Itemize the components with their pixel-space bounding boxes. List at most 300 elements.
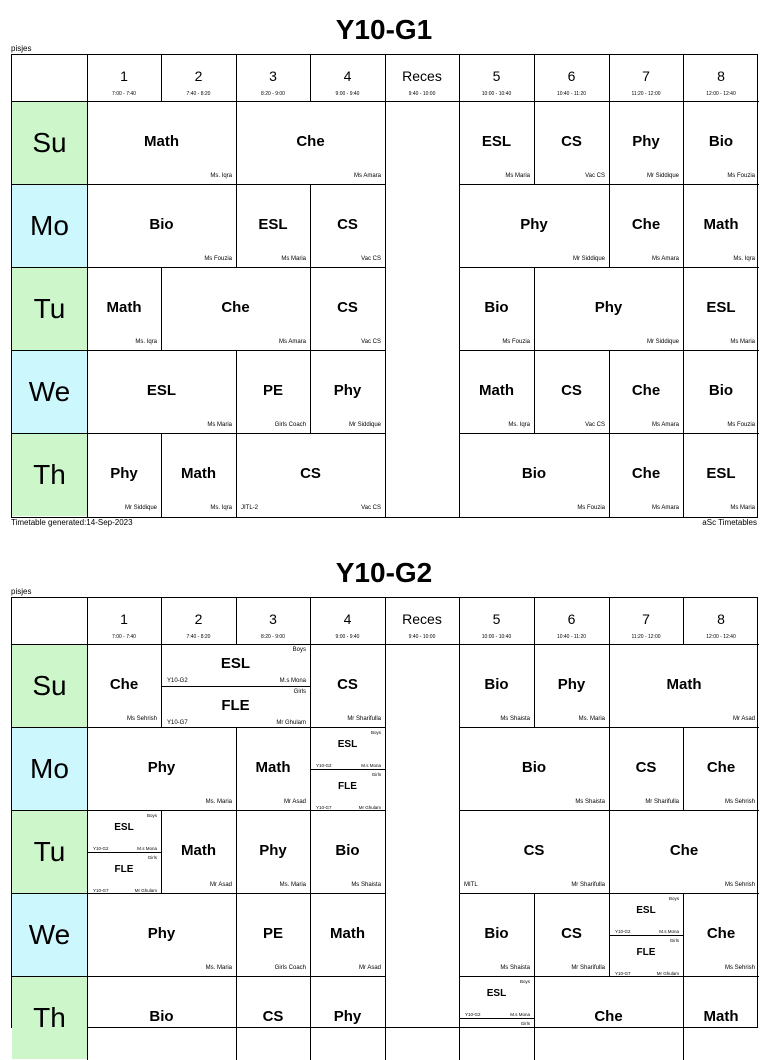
teacher-name: Ms Sehrish [724,799,755,805]
lesson-cell[interactable] [609,351,683,433]
teacher-name: Ms Fouzia [502,339,530,345]
subject-name: Phy [147,925,176,942]
subject-name: FLE [338,781,357,792]
lesson-cell[interactable] [161,434,236,516]
subject-name: Bio [708,382,734,399]
grid-line [683,598,684,644]
teacher-name: Ms Maria [505,173,530,179]
lesson-cell[interactable] [87,645,161,727]
teacher-name: Mr Sharifulla [571,882,605,888]
subject-name: Phy [520,216,548,233]
lesson-cell[interactable] [534,645,609,727]
grid-line [236,598,237,644]
subject-name: Bio [484,676,509,693]
period-number: 6 [567,68,576,84]
period-number: 6 [567,611,576,627]
room-code: JITL-2 [241,505,259,511]
grid-line [385,598,386,644]
teacher-name: Ms Fouzia [727,173,755,179]
lesson-cell[interactable] [609,645,759,727]
teacher-name: Mr Siddique [646,173,679,179]
day-label: Su [12,645,87,727]
lesson-cell[interactable] [87,185,236,267]
teacher-name: Ms Amara [278,339,306,345]
day-label: Mo [12,185,87,267]
grid-line [385,55,386,101]
teacher-name: Ms Fouzia [727,422,755,428]
teacher-name: Ms. Iqra [508,422,530,428]
subject-name: CS [337,216,358,233]
subject-name: ESL [114,822,134,833]
teacher-name: M.s Mona [279,678,306,684]
teacher-name: Ms Amara [651,505,679,511]
teacher-name: Mr Ghulam [656,971,679,976]
subject-name: FLE [221,697,250,714]
lesson-cell[interactable] [683,894,759,976]
period-header [310,55,385,101]
teacher-name: Mr Ghulam [358,805,381,810]
subject-name: Bio [149,216,174,233]
period-number: Reces [402,68,442,84]
period-time: 11:20 - 12:00 [631,634,661,640]
grid-line [683,55,684,101]
subject-name: CS [337,676,358,693]
teacher-name: Vac CS [585,173,605,179]
split-lesson[interactable] [609,894,683,935]
teacher-name: Mr Ghulam [276,720,306,726]
lesson-cell[interactable] [534,894,609,976]
school-name: pisjes [11,587,32,596]
lesson-cell[interactable] [459,102,534,184]
lesson-cell[interactable] [609,434,683,516]
grid-line [609,55,610,101]
grid-line [385,811,386,894]
period-header [683,55,759,101]
lesson-cell[interactable] [87,977,236,1059]
split-lesson[interactable] [161,687,310,728]
period-header [459,55,534,101]
period-number: 1 [120,611,128,627]
lesson-cell[interactable] [310,185,385,267]
teacher-name: Ms Fouzia [204,256,232,262]
lesson-cell[interactable] [459,185,609,267]
subject-name: ESL [337,739,358,750]
subject-name: ESL [636,905,656,916]
class-code: Y10-G2 [93,846,109,851]
subject-name: Math [255,759,291,776]
teacher-name: Ms. Iqra [135,339,157,345]
lesson-cell[interactable] [459,977,534,1059]
period-header [534,55,609,101]
lesson-cell[interactable] [534,102,609,184]
teacher-name: Vac CS [585,422,605,428]
subject-name: CS [561,925,582,942]
teacher-name: Girls Coach [274,965,306,971]
teacher-name: Mr Sharifulla [347,716,381,722]
subject-name: ESL [258,216,288,233]
grid-line [459,55,460,101]
teacher-name: Ms Sehrish [126,716,157,722]
lesson-cell[interactable] [310,728,385,810]
group-label: Girls [147,855,157,860]
split-lesson[interactable] [87,853,161,894]
grid-line [385,977,386,1060]
period-time: 7:40 - 8:20 [186,91,211,97]
teacher-name: Ms Amara [651,256,679,262]
period-number: 5 [492,611,501,627]
period-header [87,55,161,101]
subject-name: PE [262,382,283,399]
period-number: 2 [194,68,203,84]
lesson-cell[interactable] [236,102,385,184]
teacher-name: M.s Mona [361,763,381,768]
teacher-name: Mr Ghulam [134,888,157,893]
teacher-name: Mr Asad [358,965,381,971]
subject-name: Bio [149,1008,174,1025]
day-label: We [12,894,87,976]
period-number: 8 [717,611,725,627]
lesson-cell[interactable] [534,268,683,350]
subject-name: Math [479,382,514,399]
class-code: Y10-G7 [615,971,631,976]
lesson-cell[interactable] [236,351,310,433]
subject-name: Phy [333,382,362,399]
timetable-grid [11,597,758,1033]
lesson-cell[interactable] [459,728,609,810]
teacher-name: Mr Siddique [348,422,381,428]
subject-name: Phy [333,1008,362,1025]
period-header [236,55,310,101]
subject-name: Math [330,925,365,942]
teacher-name: Ms Fouzia [577,505,605,511]
lesson-cell[interactable] [236,434,385,516]
group-label: Girls [371,772,381,777]
subject-name: ESL [481,133,512,150]
generated-date: Timetable generated:14-Sep-2023 [11,518,133,527]
period-header [236,598,310,644]
teacher-name: Ms. Maria [279,882,306,888]
subject-name: Phy [147,759,176,776]
day-label: Tu [12,268,87,350]
lesson-cell[interactable] [87,894,236,976]
day-label: Su [12,102,87,184]
lesson-cell[interactable] [683,728,759,810]
day-label: Tu [12,811,87,893]
subject-name: ESL [706,299,736,316]
period-time: 8:20 - 9:00 [261,91,285,97]
teacher-name: Ms. Maria [578,716,605,722]
subject-name: Phy [110,465,138,482]
teacher-name: Ms. Iqra [210,505,232,511]
class-code: Y10-G2 [615,929,631,934]
group-label: Girls [293,689,306,695]
teacher-name: Ms. Maria [205,965,232,971]
teacher-name: Mr Asad [209,882,232,888]
lesson-cell[interactable] [310,811,385,893]
lesson-cell[interactable] [87,728,236,810]
lesson-cell[interactable] [683,185,759,267]
grid-line [310,55,311,101]
subject-name: Phy [557,676,586,693]
teacher-name: Ms Amara [353,173,381,179]
subject-name: FLE [114,864,134,875]
subject-name: Che [631,382,661,399]
period-time: 9:40 - 10:00 [408,634,436,640]
grid-line [87,55,88,101]
period-number: 7 [642,611,650,627]
teacher-name: Ms Maria [730,339,755,345]
lesson-cell[interactable] [236,728,310,810]
lesson-cell[interactable] [161,811,236,893]
period-time: 10:00 - 10:40 [481,634,512,640]
subject-name: Math [703,1008,739,1025]
teacher-name: Ms Sehrish [724,965,755,971]
subject-name: Math [144,133,179,150]
subject-name: ESL [220,655,251,672]
subject-name: Phy [632,133,660,150]
lesson-cell[interactable] [459,268,534,350]
split-lesson[interactable] [459,1019,534,1060]
grid-line [385,894,386,977]
day-label: Th [12,434,87,516]
group-label: Boys [519,979,530,984]
lesson-cell[interactable] [310,894,385,976]
split-lesson[interactable] [310,770,385,811]
lesson-cell[interactable] [609,728,683,810]
period-number: 1 [120,68,128,84]
subject-name: Che [296,133,325,150]
subject-name: CS [300,465,321,482]
lesson-cell[interactable] [161,645,310,727]
lesson-cell[interactable] [534,977,683,1059]
period-number: 3 [269,68,277,84]
teacher-name: Ms Shaista [500,716,530,722]
subject-name: FLE [636,947,656,958]
teacher-name: Ms. Iqra [733,256,755,262]
grid-line [87,852,161,853]
lesson-cell[interactable] [683,268,759,350]
period-number: 4 [343,68,352,84]
period-time: 7:00 - 7:40 [112,634,136,640]
split-lesson[interactable] [310,728,385,769]
subject-name: Che [631,465,661,482]
grid-line [310,769,385,770]
lesson-cell[interactable] [87,351,236,433]
split-lesson[interactable] [87,811,161,852]
period-header [87,598,161,644]
lesson-cell[interactable] [87,268,161,350]
subject-name: ESL [146,382,177,399]
subject-name: Che [706,759,736,776]
teacher-name: M.s Mona [510,1012,530,1017]
room-code: MITL [464,882,478,888]
lesson-cell[interactable] [236,811,310,893]
lesson-cell[interactable] [310,351,385,433]
lesson-cell[interactable] [683,102,759,184]
period-header [609,598,683,644]
period-number: 5 [492,68,501,84]
grid-line [161,55,162,101]
group-label: Girls [669,938,679,943]
teacher-name: M.s Mona [659,929,679,934]
period-time: 9:40 - 10:00 [408,91,436,97]
subject-name: Bio [484,299,509,316]
class-code: Y10-G2 [316,763,332,768]
teacher-name: Mr Sharifulla [571,965,605,971]
lesson-cell[interactable] [161,268,310,350]
subject-name: Che [706,925,736,942]
subject-name: Phy [259,842,287,859]
subject-name: ESL [706,465,736,482]
subject-name: Math [703,216,739,233]
grid-line [534,598,535,644]
group-label: Boys [146,813,157,818]
teacher-name: Ms Maria [281,256,306,262]
grid-line [385,185,386,268]
subject-name: Math [106,299,142,316]
grid-line [385,728,386,811]
subject-name: Math [181,842,216,859]
teacher-name: Vac CS [361,505,381,511]
subject-name: ESL [486,988,507,999]
subject-name: Math [666,676,702,693]
grid-line [385,268,386,351]
period-time: 8:20 - 9:00 [261,634,285,640]
grid-line [385,102,386,185]
class-code: Y10-G7 [316,805,332,810]
subject-name: Phy [594,299,623,316]
grid-line [609,598,610,644]
period-time: 7:00 - 7:40 [112,91,136,97]
split-lesson[interactable] [609,936,683,977]
grid-line [459,598,460,644]
lesson-cell[interactable] [683,351,759,433]
day-label: Th [12,977,87,1059]
period-number: 3 [269,611,277,627]
lesson-cell[interactable] [87,102,236,184]
teacher-name: Mr Siddique [646,339,679,345]
period-time: 9:00 - 9:40 [335,634,360,640]
period-number: 8 [717,68,725,84]
lesson-cell[interactable] [683,977,759,1059]
day-label: We [12,351,87,433]
subject-name: CS [561,382,582,399]
subject-name: CS [337,299,358,316]
lesson-cell[interactable] [459,351,534,433]
subject-name: Math [181,465,216,482]
grid-line [459,1018,534,1019]
subject-name: Bio [521,465,547,482]
split-lesson[interactable] [459,977,534,1018]
lesson-cell[interactable] [609,185,683,267]
subject-name: Bio [521,759,547,776]
subject-name: Bio [484,925,509,942]
teacher-name: Mr Siddique [124,505,157,511]
lesson-cell[interactable] [236,977,310,1059]
teacher-name: Ms Shaista [351,882,381,888]
lesson-cell[interactable] [459,645,534,727]
teacher-name: M.s Mona [137,846,157,851]
lesson-cell[interactable] [310,645,385,727]
period-time: 11:20 - 12:00 [631,91,661,97]
period-time: 10:40 - 11:20 [556,634,587,640]
teacher-name: Ms Amara [651,422,679,428]
class-code: Y10-G7 [93,888,109,893]
period-number: 7 [642,68,650,84]
lesson-cell[interactable] [236,894,310,976]
grid-line [87,598,88,644]
lesson-cell[interactable] [310,977,385,1059]
class-code: Y10-G2 [167,678,188,684]
lesson-cell[interactable] [87,434,161,516]
subject-name: Che [109,676,139,693]
software-brand: aSc Timetables [702,518,757,527]
split-lesson[interactable] [161,645,310,686]
teacher-name: Ms Maria [207,422,232,428]
subject-name: Che [594,1008,623,1025]
lesson-cell[interactable] [459,811,609,893]
period-time: 12:00 - 12:40 [706,634,736,640]
grid-line [310,598,311,644]
timetable-title: Y10-G2 [335,557,433,588]
period-header [534,598,609,644]
lesson-cell[interactable] [609,894,683,976]
lesson-cell[interactable] [609,811,759,893]
subject-name: Bio [708,133,734,150]
grid-line [609,935,683,936]
day-label: Mo [12,728,87,810]
lesson-cell[interactable] [683,434,759,516]
subject-name: Bio [335,842,360,859]
period-header [161,598,236,644]
teacher-name: Girls Coach [274,422,306,428]
teacher-name: Ms Shaista [500,965,530,971]
period-header [459,598,534,644]
teacher-name: Ms. Iqra [210,173,232,179]
teacher-name: Ms. Maria [205,799,232,805]
group-label: Boys [370,730,381,735]
teacher-name: Mr Asad [283,799,306,805]
subject-name: CS [635,759,657,776]
teacher-name: Ms Maria [730,505,755,511]
period-number: 4 [343,611,352,627]
period-header [385,55,459,101]
subject-name: PE [262,925,283,942]
teacher-name: Mr Sharifulla [645,799,679,805]
group-label: Girls [520,1021,530,1026]
teacher-name: Ms Sehrish [724,882,755,888]
lesson-cell[interactable] [534,351,609,433]
class-code: Y10-G7 [167,720,188,726]
period-time: 7:40 - 8:20 [186,634,211,640]
subject-name: CS [561,133,582,150]
period-number: 2 [194,611,203,627]
lesson-cell[interactable] [236,185,310,267]
lesson-cell[interactable] [459,434,609,516]
teacher-name: Mr Siddique [572,256,605,262]
teacher-name: Vac CS [361,256,381,262]
class-code: Y10-G2 [465,1012,481,1017]
timetable-title: Y10-G1 [335,14,433,45]
grid-line [385,351,386,434]
lesson-cell[interactable] [609,102,683,184]
grid-line [236,55,237,101]
lesson-cell[interactable] [459,894,534,976]
lesson-cell[interactable] [310,268,385,350]
subject-name: Che [631,216,661,233]
lesson-cell[interactable] [87,811,161,893]
subject-name: CS [523,842,545,859]
